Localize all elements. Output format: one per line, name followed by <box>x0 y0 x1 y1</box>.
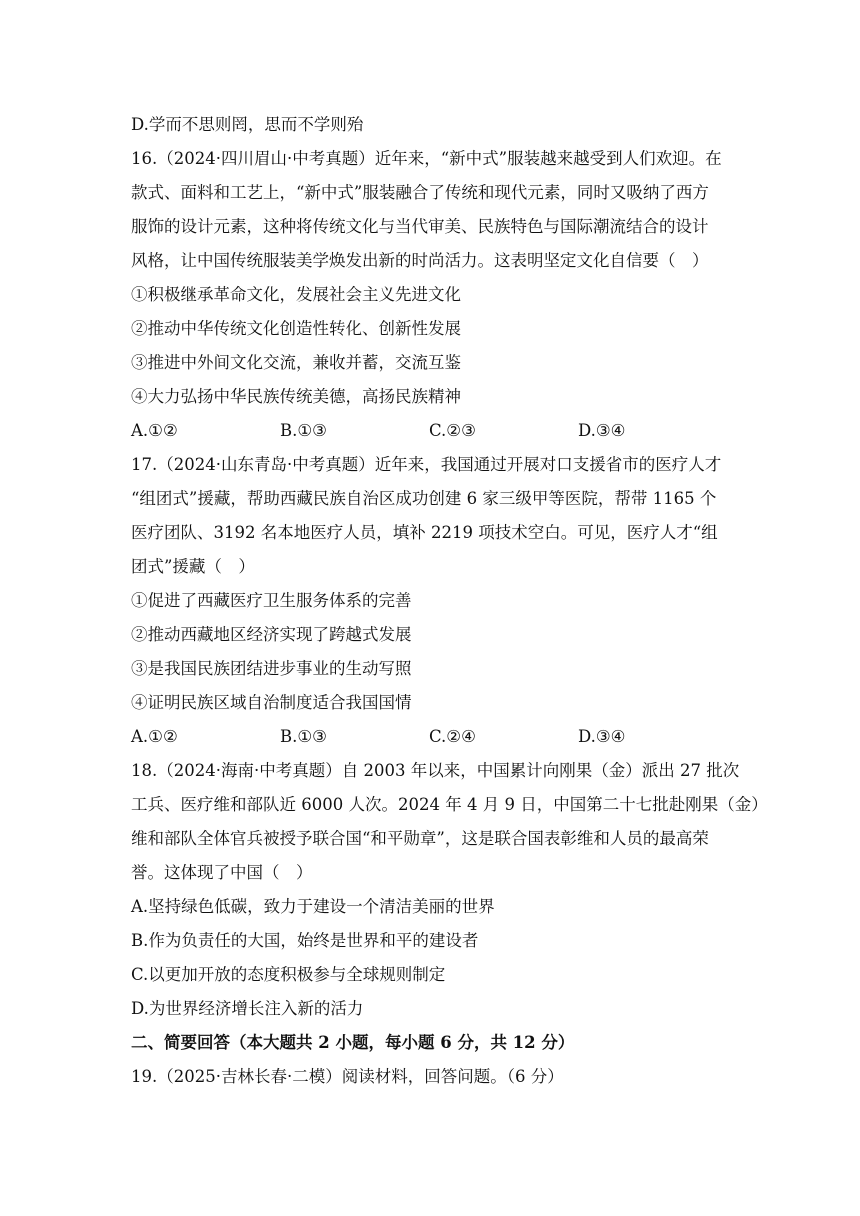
q18-stem-line: 工兵、医疗维和部队近 6000 人次。2024 年 4 月 9 日，中国第二十七批赴刚果（金） <box>131 795 768 814</box>
q16-stem-line: 款式、面料和工艺上，“新中式”服装融合了传统和现代元素，同时又吸纳了西方 <box>131 183 709 202</box>
q16-stem-line: 风格，让中国传统服装美学焕发出新的时尚活力。这表明坚定文化自信要（ ） <box>131 251 709 270</box>
q19-stem-line: 19.（2025·吉林长春·二模）阅读材料，回答问题。（6 分） <box>131 1067 564 1086</box>
q16-statement: ①积极继承革命文化，发展社会主义先进文化 <box>131 285 461 304</box>
q17-option-c: C.②④ <box>429 727 476 746</box>
q17-stem-line: 团式”援藏（ ） <box>131 557 255 576</box>
q18-option-c: C.以更加开放的态度积极参与全球规则制定 <box>131 965 446 984</box>
question-17 <box>131 448 731 754</box>
q16-option-b: B.①③ <box>280 421 327 440</box>
q18-stem-line: 18.（2024·海南·中考真题）自 2003 年以来，中国累计向刚果（金）派出 27 批次 <box>131 761 740 780</box>
q17-options <box>131 720 731 754</box>
section-heading: 二、简要回答（本大题共 2 小题，每小题 6 分，共 12 分） <box>131 1033 575 1052</box>
page-content <box>131 108 768 1094</box>
q17-statement: ④证明民族区域自治制度适合我国国情 <box>131 693 412 712</box>
q18-stem-line: 誉。这体现了中国（ ） <box>131 863 313 882</box>
q16-options <box>131 414 731 448</box>
q16-statement: ②推动中华传统文化创造性转化、创新性发展 <box>131 319 461 338</box>
q18-stem-line: 维和部队全体官兵被授予联合国“和平勋章”，这是联合国表彰维和人员的最高荣 <box>131 829 709 848</box>
q17-option-b: B.①③ <box>280 727 327 746</box>
q17-statement: ②推动西藏地区经济实现了跨越式发展 <box>131 625 412 644</box>
question-16 <box>131 142 731 448</box>
q16-statement: ③推进中外间文化交流，兼收并蓄，交流互鉴 <box>131 353 461 372</box>
q17-statement: ①促进了西藏医疗卫生服务体系的完善 <box>131 591 412 610</box>
q16-option-d: D.③④ <box>578 421 626 440</box>
q18-option-b: B.作为负责任的大国，始终是世界和平的建设者 <box>131 931 479 950</box>
q17-option-a: A.①② <box>131 727 178 746</box>
q17-stem-line: 医疗团队、3192 名本地医疗人员，填补 2219 项技术空白。可见，医疗人才“组 <box>131 523 718 542</box>
q16-option-a: A.①② <box>131 421 178 440</box>
question-18 <box>131 754 768 1026</box>
q18-option-d: D.为世界经济增长注入新的活力 <box>131 999 364 1018</box>
q16-statement: ④大力弘扬中华民族传统美德，高扬民族精神 <box>131 387 461 406</box>
q17-stem-line: “组团式”援藏，帮助西藏民族自治区成功创建 6 家三级甲等医院，帮带 1165 个 <box>131 489 717 508</box>
q16-stem-line: 服饰的设计元素，这种将传统文化与当代审美、民族特色与国际潮流结合的设计 <box>131 217 709 236</box>
q17-statement: ③是我国民族团结进步事业的生动写照 <box>131 659 412 678</box>
q17-option-d: D.③④ <box>578 727 626 746</box>
q18-option-a: A.坚持绿色低碳，致力于建设一个清洁美丽的世界 <box>131 897 495 916</box>
q16-option-c: C.②③ <box>429 421 476 440</box>
q15-option-d: D.学而不思则罔，思而不学则殆 <box>131 115 364 134</box>
q17-stem-line: 17.（2024·山东青岛·中考真题）近年来，我国通过开展对口支援省市的医疗人才 <box>131 455 722 474</box>
q16-stem-line: 16.（2024·四川眉山·中考真题）近年来，“新中式”服装越来越受到人们欢迎。在 <box>131 149 722 168</box>
